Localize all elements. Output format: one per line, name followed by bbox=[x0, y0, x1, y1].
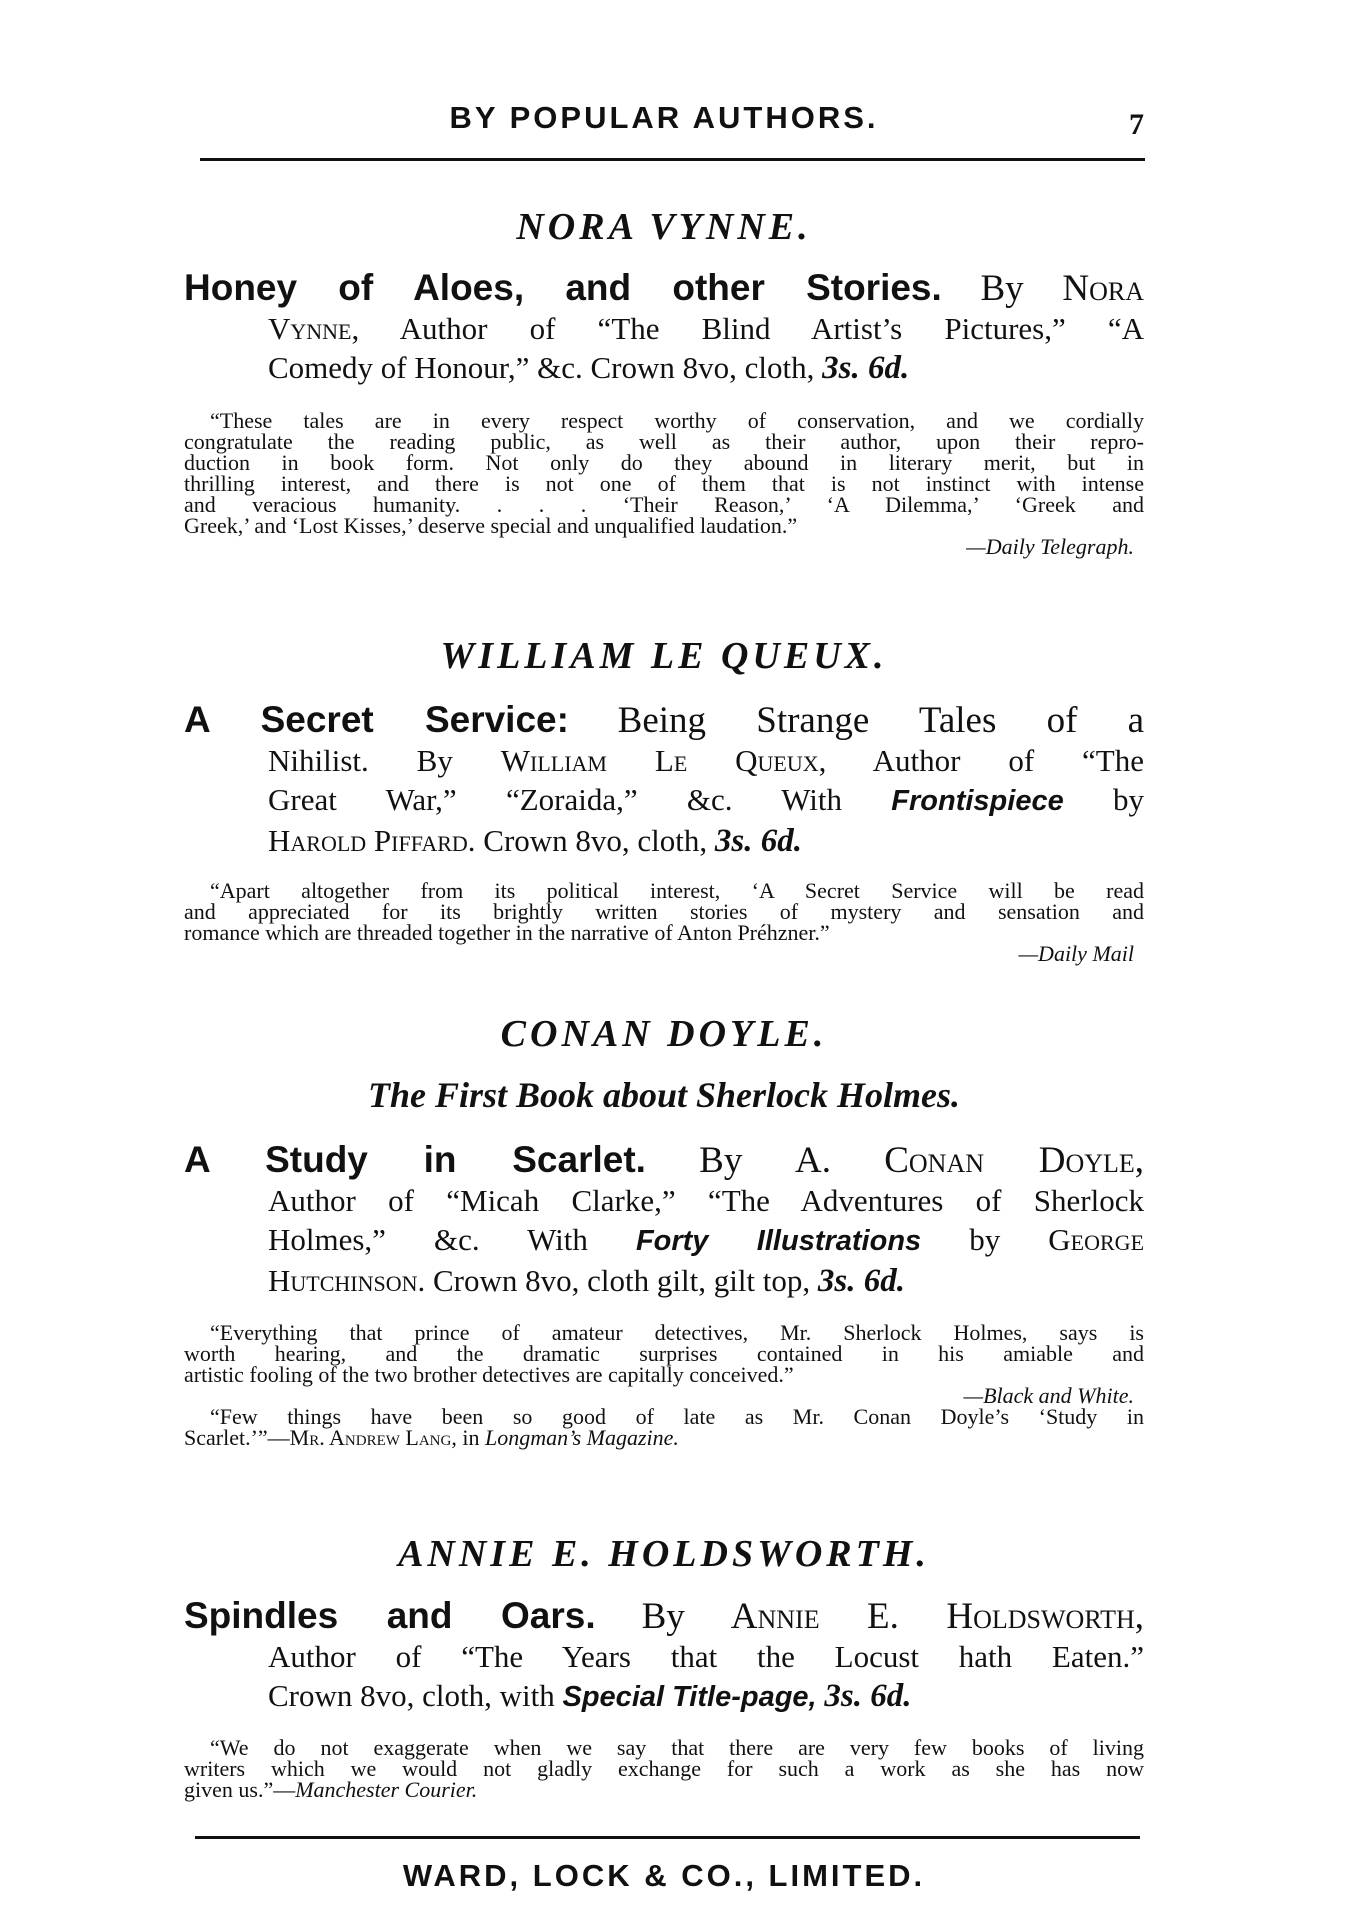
review-line: Greek,’ and ‘Lost Kisses,’ deserve special and unqualified laudation.” bbox=[184, 513, 798, 538]
entry-text: Nihilist. By bbox=[268, 743, 453, 778]
price: 3s. 6d. bbox=[824, 1678, 912, 1714]
entry-text: Crown 8vo, cloth, bbox=[483, 823, 708, 858]
review-daily-telegraph bbox=[184, 410, 1144, 557]
review-line: thrilling interest, and there is not one of them that is not instinct with intense bbox=[184, 471, 1144, 496]
magazine-name: Longman’s Magazine. bbox=[484, 1425, 679, 1450]
review-text: in bbox=[462, 1425, 480, 1450]
entry-line bbox=[184, 1140, 1144, 1181]
entry-text: Great War,” “Zoraida,” &c. With bbox=[268, 782, 842, 817]
review-line: “Few things have been so good of late as Mr. Conan Doyle’s ‘Study in bbox=[210, 1404, 1144, 1429]
review-line: congratulate the reading public, as well as their author, upon their repro- bbox=[184, 429, 1144, 454]
review-daily-mail bbox=[184, 880, 1144, 964]
running-head-title: BY POPULAR AUTHORS. bbox=[449, 100, 879, 135]
header-rule bbox=[200, 158, 1145, 161]
book-title: A Secret Service: bbox=[184, 699, 569, 740]
by-text: By A. bbox=[699, 1140, 831, 1181]
author-name: William Le Queux, bbox=[500, 743, 827, 778]
author-name: Nora bbox=[1062, 268, 1145, 309]
entry-line bbox=[184, 821, 1144, 861]
entry-text: by bbox=[1113, 782, 1144, 817]
entry-line bbox=[184, 780, 1144, 821]
entry-text: Author of “The Years that the Locust hath Eaten.” bbox=[268, 1639, 1144, 1674]
entry-line bbox=[184, 1596, 1144, 1637]
special-title-page-text: Special Title-page, bbox=[562, 1681, 817, 1713]
review-source: —Black and White. bbox=[963, 1383, 1134, 1408]
entry-line bbox=[184, 309, 1144, 348]
entry-line bbox=[184, 1181, 1144, 1220]
entry-text: Author of “The Blind Artist’s Pictures,” “A bbox=[399, 311, 1144, 346]
entry-text: Comedy of Honour,” &c. Crown 8vo, cloth, bbox=[268, 350, 815, 385]
review-source: —Daily Telegraph. bbox=[966, 534, 1134, 559]
review-line: “Everything that prince of amateur detectives, Mr. Sherlock Holmes, says is bbox=[210, 1320, 1144, 1345]
book-entry-spindles-and-oars bbox=[184, 1596, 1144, 1717]
review-black-and-white bbox=[184, 1322, 1144, 1448]
review-line: “Apart altogether from its political interest, ‘A Secret Service will be read bbox=[210, 878, 1144, 903]
review-source: Manchester Courier. bbox=[295, 1777, 478, 1802]
publisher-footer: WARD, LOCK & CO., LIMITED. bbox=[402, 1858, 926, 1893]
review-line: and appreciated for its brightly written stories of mystery and sensation and bbox=[184, 899, 1144, 924]
author-name: Conan Doyle, bbox=[884, 1140, 1145, 1181]
author-heading-le-queux: WILLIAM LE QUEUX. bbox=[440, 635, 888, 677]
running-head bbox=[184, 100, 1144, 141]
book-title: Spindles and Oars. bbox=[184, 1595, 596, 1636]
author-name: Vynne, bbox=[268, 311, 360, 346]
illustrator-name: Harold Piffard. bbox=[268, 823, 476, 858]
by-text: By bbox=[641, 1596, 685, 1637]
illustrator-name: Hutchinson. bbox=[268, 1263, 426, 1298]
review-manchester-courier bbox=[184, 1737, 1144, 1800]
book-entry-study-in-scarlet bbox=[184, 1140, 1144, 1301]
page-number: 7 bbox=[1129, 108, 1144, 141]
entry-line bbox=[184, 268, 1144, 309]
subheading-sherlock: The First Book about Sherlock Holmes. bbox=[367, 1075, 961, 1115]
reviewer-name: Mr. Andrew Lang, bbox=[289, 1425, 457, 1450]
author-heading-conan-doyle: CONAN DOYLE. bbox=[500, 1013, 828, 1055]
entry-line bbox=[184, 700, 1144, 741]
review-line bbox=[184, 1779, 1144, 1800]
entry-line bbox=[184, 741, 1144, 780]
review-line: romance which are threaded together in the narrative of Anton Préhzner.” bbox=[184, 920, 830, 945]
review-line: and veracious humanity. . . . ‘Their Reason,’ ‘A Dilemma,’ ‘Greek and bbox=[184, 492, 1144, 517]
entry-text: by bbox=[969, 1222, 1001, 1257]
review-line: duction in book form. Not only do they abound in literary merit, but in bbox=[184, 450, 1144, 475]
by-text: By bbox=[980, 268, 1024, 309]
review-text: Scarlet.’”— bbox=[184, 1425, 290, 1450]
author-heading-holdsworth: ANNIE E. HOLDSWORTH. bbox=[398, 1533, 930, 1575]
price: 3s. 6d. bbox=[817, 1263, 906, 1299]
review-line: “We do not exaggerate when we say that there are very few books of living bbox=[210, 1735, 1144, 1760]
review-line: worth hearing, and the dramatic surprises contained in his amiable and bbox=[184, 1341, 1144, 1366]
review-line: “These tales are in every respect worthy of conservation, and we cordially bbox=[210, 408, 1144, 433]
price: 3s. 6d. bbox=[714, 823, 802, 859]
illustrations-text: Forty Illustrations bbox=[635, 1225, 922, 1257]
frontispiece-text: Frontispiece bbox=[891, 785, 1064, 817]
entry-line bbox=[184, 1676, 1144, 1717]
entry-text: Crown 8vo, cloth gilt, gilt top, bbox=[433, 1263, 811, 1298]
book-entry-honey-of-aloes bbox=[184, 268, 1144, 388]
entry-line bbox=[184, 348, 1144, 388]
footer-rule bbox=[195, 1836, 1140, 1839]
book-entry-secret-service bbox=[184, 700, 1144, 861]
entry-text: Crown 8vo, cloth, with bbox=[268, 1678, 555, 1713]
book-title: A Study in Scarlet. bbox=[184, 1139, 646, 1180]
review-line: artistic fooling of the two brother detectives are capitally conceived.” bbox=[184, 1362, 794, 1387]
review-source: —Daily Mail bbox=[1018, 941, 1134, 966]
entry-line bbox=[184, 1637, 1144, 1676]
entry-text: Author of “Micah Clarke,” “The Adventures of Sherlock bbox=[268, 1183, 1144, 1218]
author-heading-nora-vynne: NORA VYNNE. bbox=[516, 206, 812, 248]
illustrator-name: George bbox=[1048, 1222, 1145, 1257]
author-name: Annie E. Holdsworth, bbox=[730, 1596, 1145, 1637]
review-text: given us.”— bbox=[184, 1777, 296, 1802]
price: 3s. 6d. bbox=[822, 350, 910, 386]
entry-text: Holmes,” &c. With bbox=[268, 1222, 588, 1257]
entry-line bbox=[184, 1261, 1144, 1301]
entry-line bbox=[184, 1220, 1144, 1261]
review-line bbox=[184, 1427, 1144, 1448]
book-title: Honey of Aloes, and other Stories. bbox=[184, 267, 942, 308]
entry-text: Author of “The bbox=[872, 743, 1144, 778]
review-line: writers which we would not gladly exchange for such a work as she has now bbox=[184, 1756, 1144, 1781]
entry-text: Being Strange Tales of a bbox=[617, 700, 1145, 741]
